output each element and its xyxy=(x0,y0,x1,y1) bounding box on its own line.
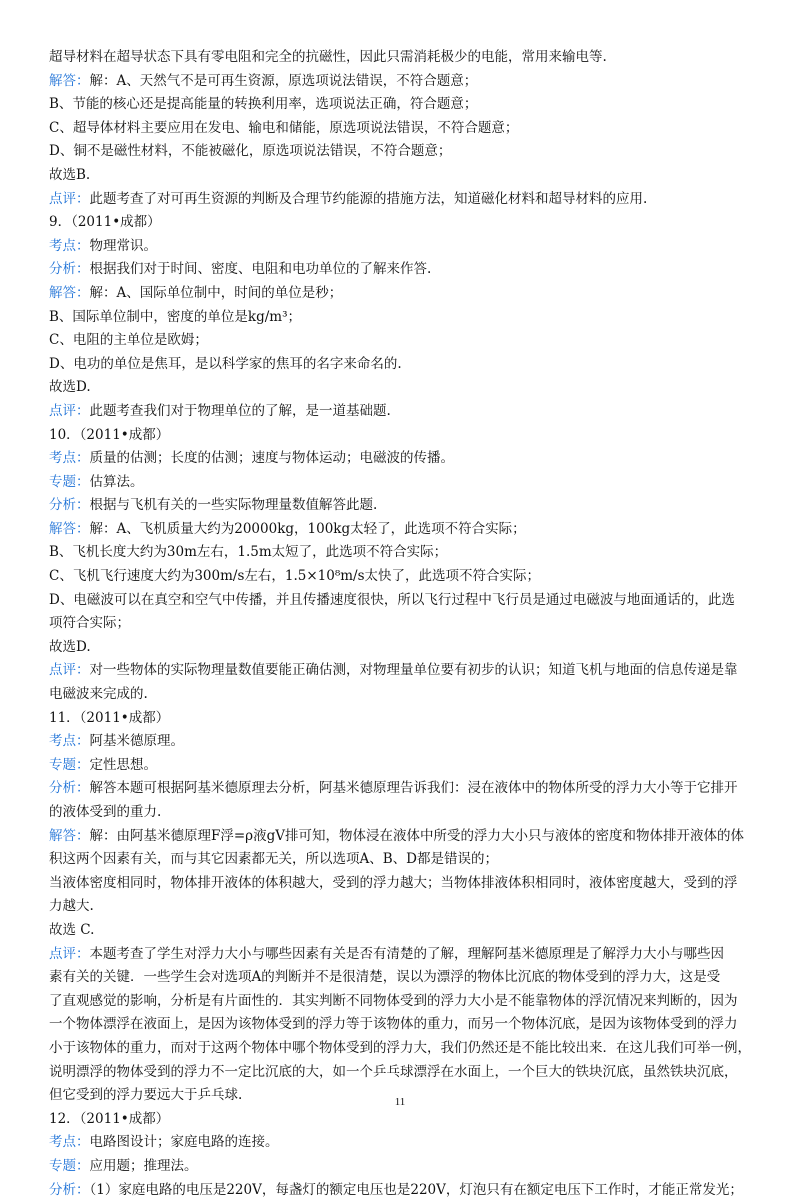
text-line xyxy=(49,93,761,117)
text-line xyxy=(49,140,761,164)
section-label: 分析： xyxy=(49,261,90,277)
document-page xyxy=(49,46,761,1202)
line-text: 根据我们对于时间、密度、电阻和电功单位的了解来作答. xyxy=(90,261,432,277)
section-label: 专题： xyxy=(49,757,90,773)
text-line xyxy=(49,683,761,707)
text-line xyxy=(49,518,761,542)
text-line xyxy=(49,636,761,660)
line-text: B、飞机长度大约为30m左右，1.5m太短了，此选项不符合实际； xyxy=(49,544,447,560)
text-line xyxy=(49,612,761,636)
line-text: 故选 C. xyxy=(49,922,94,938)
line-text: 12．（2011•成都） xyxy=(49,1111,169,1127)
text-line xyxy=(49,1179,761,1202)
line-text: 故选D. xyxy=(49,379,91,395)
line-text: 应用题；推理法。 xyxy=(90,1158,198,1174)
line-text: 小于该物体的重力，而对于这两个物体中哪个物体受到的浮力大，我们仍然还是不能比较出来．在这儿我们可举一例， xyxy=(49,1040,751,1056)
text-line xyxy=(49,353,761,377)
text-line xyxy=(49,919,761,943)
text-line xyxy=(49,471,761,495)
line-text: 一个物体漂浮在液面上，是因为该物体受到的浮力等于该物体的重力，而另一个物体沉底，是因为该物体受到的浮力 xyxy=(49,1016,738,1032)
section-label: 解答： xyxy=(49,285,90,301)
text-line xyxy=(49,235,761,259)
line-text: 质量的估测；长度的估测；速度与物体运动；电磁波的传播。 xyxy=(90,450,455,466)
text-line xyxy=(49,282,761,306)
text-line xyxy=(49,589,761,613)
section-label: 点评： xyxy=(49,662,90,678)
line-text: 了直观感觉的影响，分析是有片面性的．其实判断不同物体受到的浮力大小是不能靠物体的浮沉情况来判断的，因为 xyxy=(49,993,738,1009)
line-text: C、电阻的主单位是欧姆； xyxy=(49,332,208,348)
line-text: 力越大. xyxy=(49,898,94,914)
section-label: 考点： xyxy=(49,733,90,749)
line-text: 此题考查了对可再生资源的判断及合理节约能源的措施方法，知道磁化材料和超导材料的应用. xyxy=(90,191,648,207)
line-text: 故选B. xyxy=(49,167,90,183)
text-line xyxy=(49,494,761,518)
line-text: 对一些物体的实际物理量数值要能正确估测，对物理量单位要有初步的认识；知道飞机与地面的信息传递是靠 xyxy=(90,662,738,678)
section-label: 分析： xyxy=(49,497,90,513)
line-text: 说明漂浮的物体受到的浮力不一定比沉底的大，如一个乒乓球漂浮在水面上，一个巨大的铁块沉底，虽然铁块沉底， xyxy=(49,1064,738,1080)
text-line xyxy=(49,943,761,967)
text-line xyxy=(49,872,761,896)
line-text: 10．（2011•成都） xyxy=(49,427,169,443)
line-text: 电磁波来完成的. xyxy=(49,686,148,702)
section-label: 点评： xyxy=(49,191,90,207)
text-line xyxy=(49,376,761,400)
line-text: 当液体密度相同时，物体排开液体的体积越大，受到的浮力越大；当物体排液体积相同时，液体密度越大，受到的浮 xyxy=(49,875,738,891)
line-text: 素有关的关键．一些学生会对选项A的判断并不是很清楚，误以为漂浮的物体比沉底的物体受到的浮力大，这是受 xyxy=(49,969,720,985)
line-text: C、飞机飞行速度大约为300m/s左右，1.5×10⁸m/s太快了，此选项不符合实际； xyxy=(49,568,540,584)
line-text: 积这两个因素有关，而与其它因素都无关，所以选项A、B、D都是错误的； xyxy=(49,851,498,867)
section-label: 解答： xyxy=(49,521,90,537)
text-line xyxy=(49,707,761,731)
text-line xyxy=(49,258,761,282)
section-label: 点评： xyxy=(49,946,90,962)
text-line xyxy=(49,990,761,1014)
text-line xyxy=(49,541,761,565)
text-line xyxy=(49,825,761,849)
section-label: 点评： xyxy=(49,403,90,419)
line-text: 但它受到的浮力要远大于乒乓球. xyxy=(49,1087,242,1103)
line-text: 根据与飞机有关的一些实际物理量数值解答此题. xyxy=(90,497,378,513)
text-line xyxy=(49,565,761,589)
line-text: 解：A、国际单位制中，时间的单位是秒； xyxy=(90,285,343,301)
text-line xyxy=(49,848,761,872)
text-line xyxy=(49,164,761,188)
text-line xyxy=(49,966,761,990)
line-text: 的液体受到的重力. xyxy=(49,804,161,820)
line-text: （1）家庭电路的电压是220V，每盏灯的额定电压也是220V，灯泡只有在额定电压下工作时，才能正常发光； xyxy=(90,1182,743,1198)
line-text: D、电功的单位是焦耳，是以科学家的焦耳的名字来命名的. xyxy=(49,356,402,372)
section-label: 专题： xyxy=(49,474,90,490)
line-text: 定性思想。 xyxy=(90,757,158,773)
section-label: 解答： xyxy=(49,73,90,89)
line-text: 阿基米德原理。 xyxy=(90,733,185,749)
line-text: 物理常识。 xyxy=(90,238,158,254)
text-line xyxy=(49,70,761,94)
text-line xyxy=(49,1131,761,1155)
line-text: 此题考查我们对于物理单位的了解，是一道基础题. xyxy=(90,403,391,419)
line-text: 解：A、飞机质量大约为20000kg，100kg太轻了，此选项不符合实际； xyxy=(90,521,526,537)
text-line xyxy=(49,1108,761,1132)
text-line xyxy=(49,1155,761,1179)
text-line xyxy=(49,188,761,212)
text-line xyxy=(49,400,761,424)
page-number: 11 xyxy=(0,1096,800,1108)
text-line xyxy=(49,895,761,919)
text-line xyxy=(49,659,761,683)
section-label: 考点： xyxy=(49,1134,90,1150)
text-line xyxy=(49,801,761,825)
line-text: B、节能的核心还是提高能量的转换利用率，选项说法正确，符合题意； xyxy=(49,96,477,112)
line-text: 超导材料在超导状态下具有零电阻和完全的抗磁性，因此只需消耗极少的电能，常用来输电等. xyxy=(49,49,607,65)
text-line xyxy=(49,424,761,448)
section-label: 分析： xyxy=(49,1182,90,1198)
section-label: 考点： xyxy=(49,238,90,254)
line-text: 故选D. xyxy=(49,639,91,655)
line-text: 估算法。 xyxy=(90,474,144,490)
text-line xyxy=(49,754,761,778)
text-line xyxy=(49,1061,761,1085)
text-line xyxy=(49,46,761,70)
text-line xyxy=(49,306,761,330)
text-line xyxy=(49,1037,761,1061)
line-text: 项符合实际； xyxy=(49,615,130,631)
line-text: 本题考查了学生对浮力大小与哪些因素有关是否有清楚的了解，理解阿基米德原理是了解浮力大小与哪些因 xyxy=(90,946,725,962)
section-label: 专题： xyxy=(49,1158,90,1174)
line-text: D、铜不是磁性材料，不能被磁化，原选项说法错误，不符合题意； xyxy=(49,143,451,159)
line-text: 解答本题可根据阿基米德原理去分析，阿基米德原理告诉我们：浸在液体中的物体所受的浮力大小等于它排开 xyxy=(90,780,738,796)
section-label: 分析： xyxy=(49,780,90,796)
text-line xyxy=(49,1013,761,1037)
text-line xyxy=(49,730,761,754)
line-text: 11．（2011•成都） xyxy=(49,710,169,726)
line-text: 解：A、天然气不是可再生资源，原选项说法错误，不符合题意； xyxy=(90,73,478,89)
line-text: 电路图设计；家庭电路的连接。 xyxy=(90,1134,279,1150)
text-line xyxy=(49,117,761,141)
line-text: 解：由阿基米德原理F浮=ρ液gV排可知，物体浸在液体中所受的浮力大小只与液体的密度和物体排开液体的体 xyxy=(90,828,745,844)
text-line xyxy=(49,329,761,353)
text-line xyxy=(49,211,761,235)
line-text: D、电磁波可以在真空和空气中传播，并且传播速度很快，所以飞行过程中飞行员是通过电磁波与地面通话的，此选 xyxy=(49,592,735,608)
line-text: C、超导体材料主要应用在发电、输电和储能，原选项说法错误，不符合题意； xyxy=(49,120,518,136)
section-label: 考点： xyxy=(49,450,90,466)
line-text: 9．（2011•成都） xyxy=(49,214,161,230)
text-line xyxy=(49,447,761,471)
text-line xyxy=(49,777,761,801)
section-label: 解答： xyxy=(49,828,90,844)
line-text: B、国际单位制中，密度的单位是kg/m³； xyxy=(49,309,301,325)
